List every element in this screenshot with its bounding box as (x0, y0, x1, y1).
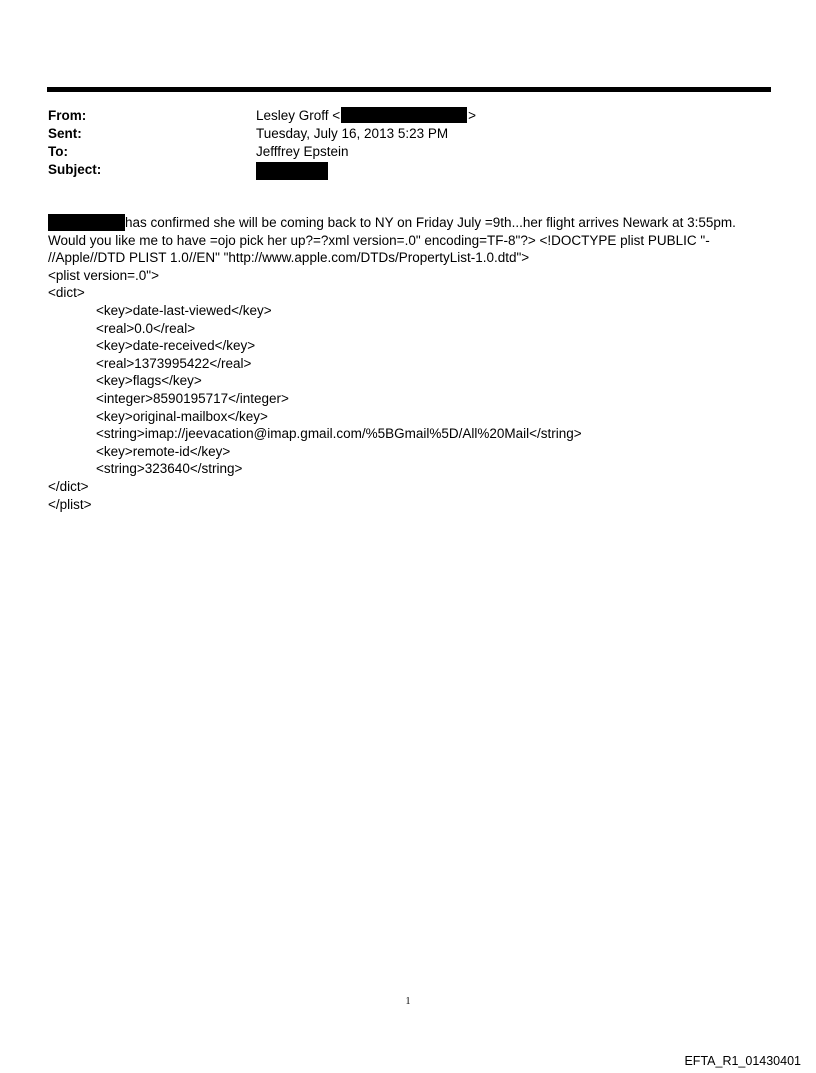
body-line: <key>date-last-viewed</key> (96, 302, 272, 318)
from-row (48, 107, 768, 125)
body-line: <dict> (48, 285, 85, 301)
redacted-name (48, 214, 125, 231)
body-line: <string>imap://jeevacation@imap.gmail.com/%5BGmail%5D/All%20Mail</string> (96, 426, 582, 442)
body-line: <plist version=.0"> (48, 267, 159, 283)
body-line: Would you like me to have =ojo pick her up?=?xml version=.0" encoding=TF-8"?> <!DOCTYPE plist PUBLIC "- (48, 232, 710, 248)
from-name: Lesley Groff < (256, 108, 341, 123)
email-header (48, 107, 768, 179)
to-row (48, 143, 768, 161)
body-line: </dict> (48, 478, 89, 494)
redacted-email (341, 107, 467, 123)
sent-value: Tuesday, July 16, 2013 5:23 PM (256, 126, 449, 141)
redacted-subject (256, 162, 328, 180)
from-value (256, 107, 476, 125)
document-id: EFTA_R1_01430401 (684, 1054, 801, 1068)
body-line: <real>1373995422</real> (96, 355, 252, 371)
body-line (48, 214, 778, 232)
body-line: <integer>8590195717</integer> (96, 390, 289, 406)
to-label: To: (48, 144, 68, 159)
body-line: <key>date-received</key> (96, 338, 256, 354)
page-number: 1 (405, 996, 411, 1007)
header-rule (47, 87, 771, 92)
body-line: <key>remote-id</key> (96, 443, 231, 459)
subject-label: Subject: (48, 162, 102, 177)
body-line: //Apple//DTD PLIST 1.0//EN" "http://www.apple.com/DTDs/PropertyList-1.0.dtd"> (48, 250, 530, 266)
email-body (48, 214, 778, 513)
from-close: > (468, 108, 477, 123)
sent-label: Sent: (48, 126, 82, 141)
subject-row (48, 161, 768, 179)
from-label: From: (48, 108, 87, 123)
body-line: <real>0.0</real> (96, 320, 196, 336)
body-line: <string>323640</string> (96, 461, 243, 477)
to-value: Jefffrey Epstein (256, 144, 349, 159)
body-text: has confirmed she will be coming back to NY on Friday July =9th...her flight arrives Newark at 3:55pm. (125, 215, 736, 230)
body-line: </plist> (48, 496, 92, 512)
sent-row (48, 125, 768, 143)
body-line: <key>original-mailbox</key> (96, 408, 268, 424)
body-line: <key>flags</key> (96, 373, 202, 389)
